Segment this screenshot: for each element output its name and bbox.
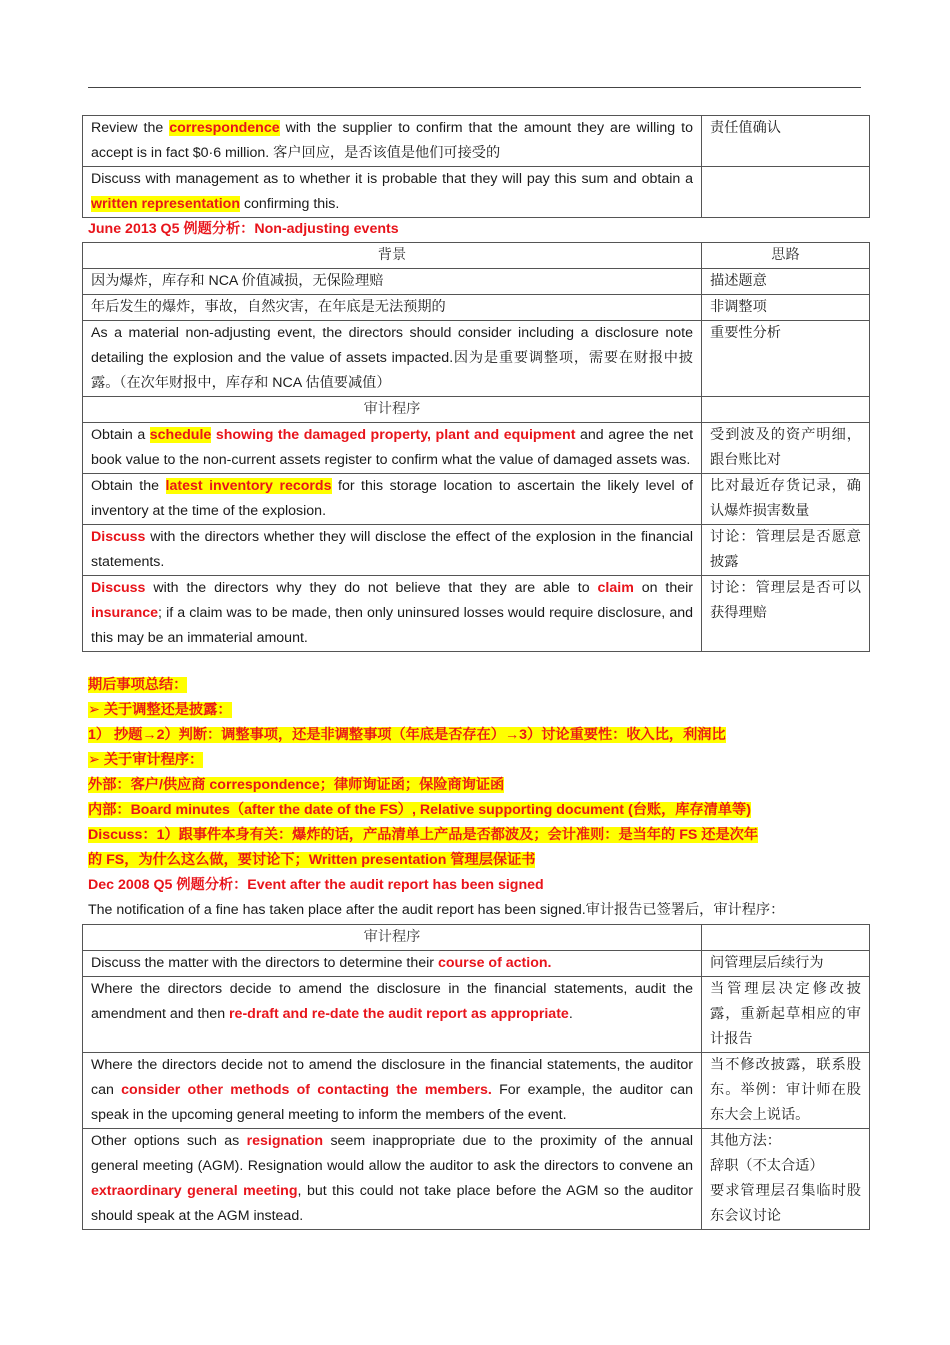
table-row xyxy=(83,525,870,576)
procedure-cell: Other options such as resignation seem inappropriate due to the proximity of the annual general meeting (AGM). Resignation would allow the auditor to ask the directors to convene an extraordinary general meeting, but this could not take place before the AGM so the auditor should speak at the AGM instead. xyxy=(83,1129,702,1230)
summary-bullet: ➢ 关于调整还是披露： xyxy=(88,702,232,718)
table-row xyxy=(83,295,870,321)
table-top xyxy=(82,115,870,218)
table-row xyxy=(83,1129,870,1230)
procedure-cell: Where the directors decide not to amend the disclosure in the financial statements, the auditor can consider other methods of contacting the members. For example, the auditor can speak in the upcoming general meeting to inform the members of the event. xyxy=(83,1053,702,1129)
empty-cell xyxy=(702,925,870,951)
header-rule xyxy=(88,87,861,88)
table-row xyxy=(83,269,870,295)
table-row xyxy=(83,977,870,1053)
summary-title: 期后事项总结： xyxy=(88,677,188,693)
note-cell xyxy=(702,167,870,218)
table-row xyxy=(83,321,870,397)
note-cell: 其他方法： 辞职（不太合适） 要求管理层召集临时股东会议讨论 xyxy=(702,1129,870,1230)
table-row xyxy=(83,116,870,167)
procedure-cell: Review the correspondence with the supplier to confirm that the amount they are willing to accept is in fact $0·6 million. 客户回应，是否该值是他们可接受的 xyxy=(83,116,702,167)
procedure-cell: Where the directors decide to amend the disclosure in the financial statements, audit the amendment and then re-draft and re-date the audit report as appropriate. xyxy=(83,977,702,1053)
section-heading: Dec 2008 Q5 例题分析：Event after the audit report has been signed xyxy=(88,877,544,893)
empty-cell xyxy=(702,397,870,423)
summary-line: 内部：Board minutes（after the date of the FS）, Relative supporting document (台账，库存清单等) xyxy=(88,802,751,818)
summary-line: 外部：客户/供应商 correspondence；律师询证函；保险商询证函 xyxy=(88,777,505,793)
table-row xyxy=(83,423,870,474)
note-cell: 当不修改披露，联系股东。举例：审计师在股东大会上说话。 xyxy=(702,1053,870,1129)
note-cell: 非调整项 xyxy=(702,295,870,321)
summary-bullet: ➢ 关于审计程序： xyxy=(88,752,204,768)
summary-line: Discuss：1）跟事件本身有关：爆炸的话，产品清单上产品是否都波及；会计准则：是当年的 FS 还是次年 xyxy=(88,827,759,843)
section-heading: June 2013 Q5 例题分析：Non-adjusting events xyxy=(88,221,399,237)
procedure-cell: Discuss the matter with the directors to determine their course of action. xyxy=(83,951,702,977)
background-cell: 因为爆炸，库存和 NCA 价值减损，无保险理赔 xyxy=(83,269,702,295)
column-header: 背景 xyxy=(83,243,702,269)
note-cell: 讨论：管理层是否愿意披露 xyxy=(702,525,870,576)
background-cell: As a material non-adjusting event, the directors should consider including a disclosure note detailing the explosion and the value of assets impacted.因为是重要调整项，需要在财报中披露。（在次年财报中，库存和 NCA 估值要减值） xyxy=(83,321,702,397)
table-row xyxy=(83,167,870,218)
note-cell: 比对最近存货记录，确认爆炸损害数量 xyxy=(702,474,870,525)
table-header-row xyxy=(83,397,870,423)
column-header: 思路 xyxy=(702,243,870,269)
intro-text: The notification of a fine has taken place after the audit report has been signed.审计报告已签署后，审计程序： xyxy=(88,902,785,918)
note-cell: 受到波及的资产明细，跟台账比对 xyxy=(702,423,870,474)
summary-line: 1） 抄题→2）判断：调整事项，还是非调整事项（年底是否存在）→3）讨论重要性：收入比，利润比 xyxy=(88,727,726,743)
column-header: 审计程序 xyxy=(83,925,702,951)
note-cell: 讨论：管理层是否可以获得理赔 xyxy=(702,576,870,652)
table-non-adjusting xyxy=(82,242,870,652)
table-after-report xyxy=(82,924,870,1230)
column-header: 审计程序 xyxy=(83,397,702,423)
background-cell: 年后发生的爆炸，事故，自然灾害，在年底是无法预期的 xyxy=(83,295,702,321)
note-cell: 当管理层决定修改披露，重新起草相应的审计报告 xyxy=(702,977,870,1053)
summary-line: 的 FS，为什么这么做，要讨论下；Written presentation 管理层保证书 xyxy=(88,852,536,868)
table-header-row xyxy=(83,925,870,951)
table-row xyxy=(83,576,870,652)
note-cell: 问管理层后续行为 xyxy=(702,951,870,977)
note-cell: 责任值确认 xyxy=(702,116,870,167)
table-header-row xyxy=(83,243,870,269)
table-row xyxy=(83,474,870,525)
table-row xyxy=(83,1053,870,1129)
note-cell: 重要性分析 xyxy=(702,321,870,397)
procedure-cell: Discuss with the directors whether they will disclose the effect of the explosion in the financial statements. xyxy=(83,525,702,576)
procedure-cell: Discuss with the directors why they do not believe that they are able to claim on their insurance; if a claim was to be made, then only uninsured losses would require disclosure, and this may be an immaterial amount. xyxy=(83,576,702,652)
procedure-cell: Obtain the latest inventory records for this storage location to ascertain the likely level of inventory at the time of the explosion. xyxy=(83,474,702,525)
table-row xyxy=(83,951,870,977)
note-cell: 描述题意 xyxy=(702,269,870,295)
procedure-cell: Obtain a schedule showing the damaged property, plant and equipment and agree the net book value to the non-current assets register to confirm what the value of damaged assets was. xyxy=(83,423,702,474)
procedure-cell: Discuss with management as to whether it is probable that they will pay this sum and obtain a written representation confirming this. xyxy=(83,167,702,218)
